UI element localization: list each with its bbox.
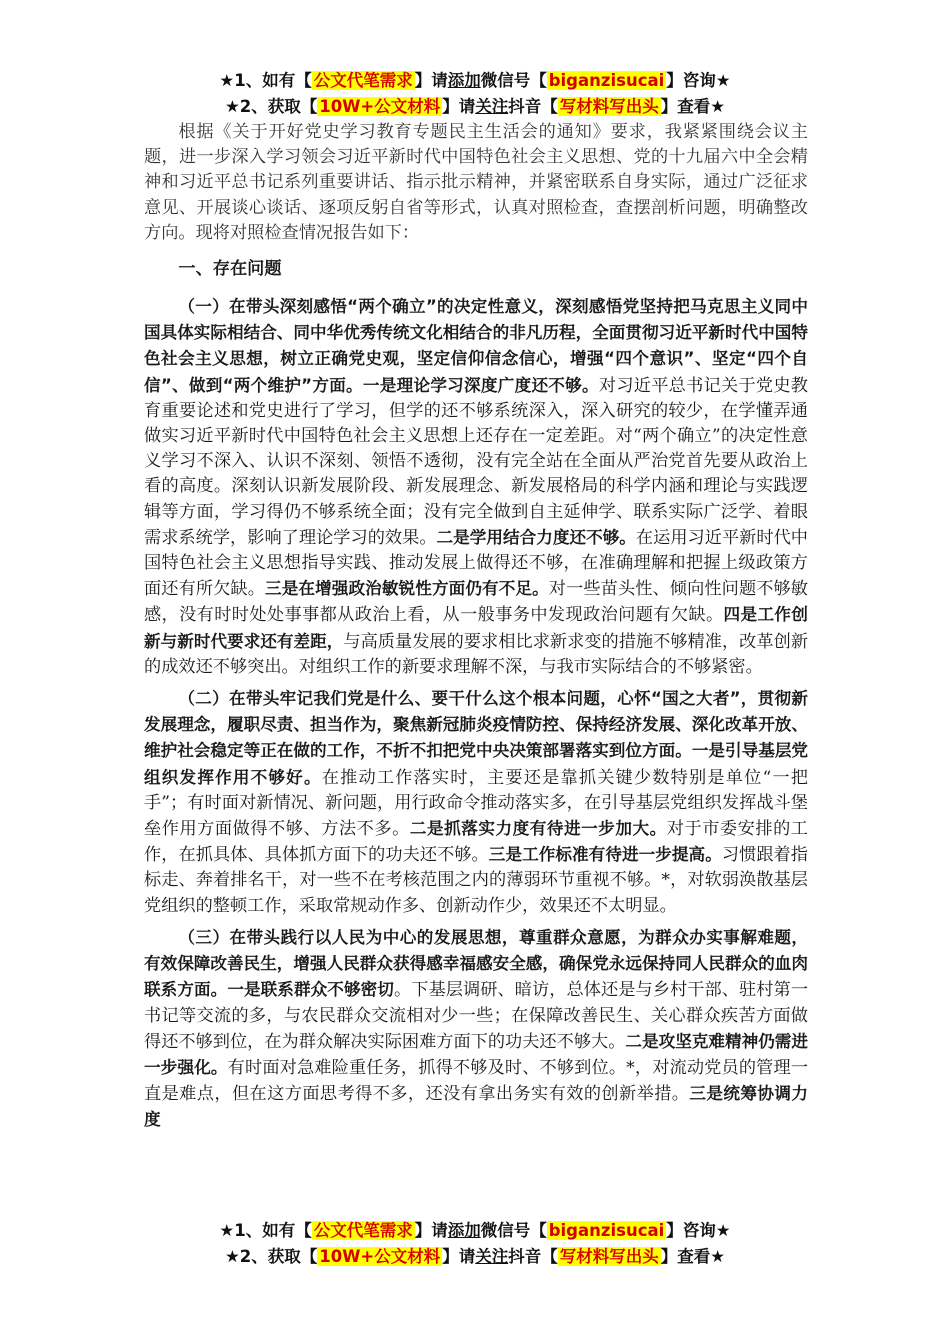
issue-paragraph-1: （一）在带头深刻感悟“两个确立”的决定性意义，深刻感悟党坚持把马克思主义同中国具体实际相结合、同中华优秀传统文化相结合的非凡历程，全面贯彻习近平新时代中国特色社会主义思想，树立正确党史观，坚定信仰信念信心，增强“四个意识”、坚定“四个自信”、做到“两个维护”方面。一是理论学习深度广度还不够。对习近平总书记关于党史教育重要论述和党史进行了学习，但学的还不够系统深入，深入研究的较少，在学懂弄通做实习近平新时代中国特色社会主义思想上还存在一定差距。对“两个确立”的决定性意义学习不深入、认识不深刻、领悟不透彻，没有完全站在全面从严治党首先要从政治上看的高度。深刻认识新发展阶段、新发展理念、新发展格局的科学内涵和理论与实践逻辑等方面，学习得仍不够系统全面；没有完全做到自主延伸学、联系实际广泛学、着眼需求系统学，影响了理论学习的效果。二是学用结合力度还不够。在运用习近平新时代中国特色社会主义思想指导实践、推动发展上做得还不够，在准确理解和把握上级政策方面还有所欠缺。三是在增强政治敏锐性方面仍有不足。对一些苗头性、倾向性问题不够敏感，没有时时处处事事都从政治上看，从一般事务中发现政治问题有欠缺。四是工作创新与新时代要求还有差距，与高质量发展的要求相比求新求变的措施不够精准，改革创新的成效还不够突出。对组织工作的新要求理解不深，与我市实际结合的不够紧密。: [144, 297, 809, 677]
section-heading: 一、存在问题: [178, 259, 282, 280]
issue-paragraph-3: （三）在带头践行以人民为中心的发展思想，尊重群众意愿，为群众办实事解难题，有效保障改善民生，增强人民群众获得感幸福感安全感，确保党永远保持同人民群众的血肉联系方面。一是联系群众不够密切。下基层调研、暗访，总体还是与乡村干部、驻村第一书记等交流的多，与农民群众交流相对少一些；在保障改善民生、关心群众疾苦方面做得还不够到位，在为群众解决实际困难方面下的功夫还不够大。二是攻坚克难精神仍需进一步强化。有时面对急难险重任务，抓得不够及时、不够到位。*，对流动党员的管理一直是难点，但在这方面思考得不多，还没有拿出务实有效的创新举措。三是统筹协调力度: [144, 927, 809, 1130]
highlight-service: 公文代笔需求: [313, 71, 413, 90]
highlight-service: 公文代笔需求: [313, 1221, 413, 1240]
promo-line-2: ★2、获取【 10W+公文材料 】请关注抖音【 写材料写出头 】查看★: [224, 1247, 726, 1266]
highlight-wechat-id: biganzisucai: [548, 1221, 665, 1240]
promo-banner-top: [0, 68, 950, 120]
highlight-douyin-id: 写材料写出头: [559, 97, 659, 116]
highlight-materials: 10W+公文材料: [319, 97, 441, 116]
highlight-douyin-id: 写材料写出头: [559, 1247, 659, 1266]
issue-paragraph-2: （二）在带头牢记我们党是什么、要干什么这个根本问题，心怀“国之大者”，贯彻新发展理念，履职尽责、担当作为，聚焦新冠肺炎疫情防控、保持经济发展、深化改革开放、维护社会稳定等正在做的工作，不折不扣把党中央决策部署落实到位方面。一是引导基层党组织发挥作用不够好。在推动工作落实时，主要还是靠抓关键少数特别是单位“一把手”；有时面对新情况、新问题，用行政命令推动落实多，在引导基层党组织发挥战斗堡垒作用方面做得不够、方法不多。二是抓落实力度有待进一步加大。对于市委安排的工作，在抓具体、具体抓方面下的功夫还不够。三是工作标准有待进一步提高。习惯跟着指标走、奔着排名干，对一些不在考核范围之内的薄弱环节重视不够。*，对软弱涣散基层党组织的整顿工作，采取常规动作多、创新动作少，效果还不太明显。: [144, 689, 809, 916]
promo-line-1: ★1、如有【 公文代笔需求 】请添加微信号【 biganzisucai 】咨询★: [219, 71, 731, 90]
promo-line-2: ★2、获取【 10W+公文材料 】请关注抖音【 写材料写出头 】查看★: [224, 97, 726, 116]
highlight-wechat-id: biganzisucai: [548, 71, 665, 90]
document-body: [144, 120, 808, 1134]
promo-banner-bottom: [0, 1218, 950, 1270]
highlight-materials: 10W+公文材料: [319, 1247, 441, 1266]
intro-paragraph: 根据《关于开好党史学习教育专题民主生活会的通知》要求，我紧紧围绕会议主题，进一步深入学习领会习近平新时代中国特色社会主义思想、党的十九届六中全会精神和习近平总书记系列重要讲话、指示批示精神，并紧密联系自身实际，通过广泛征求意见、开展谈心谈话、逐项反躬自省等形式，认真对照检查，查摆剖析问题，明确整改方向。现将对照检查情况报告如下：: [144, 122, 808, 243]
promo-line-1: ★1、如有【 公文代笔需求 】请添加微信号【 biganzisucai 】咨询★: [219, 1221, 731, 1240]
